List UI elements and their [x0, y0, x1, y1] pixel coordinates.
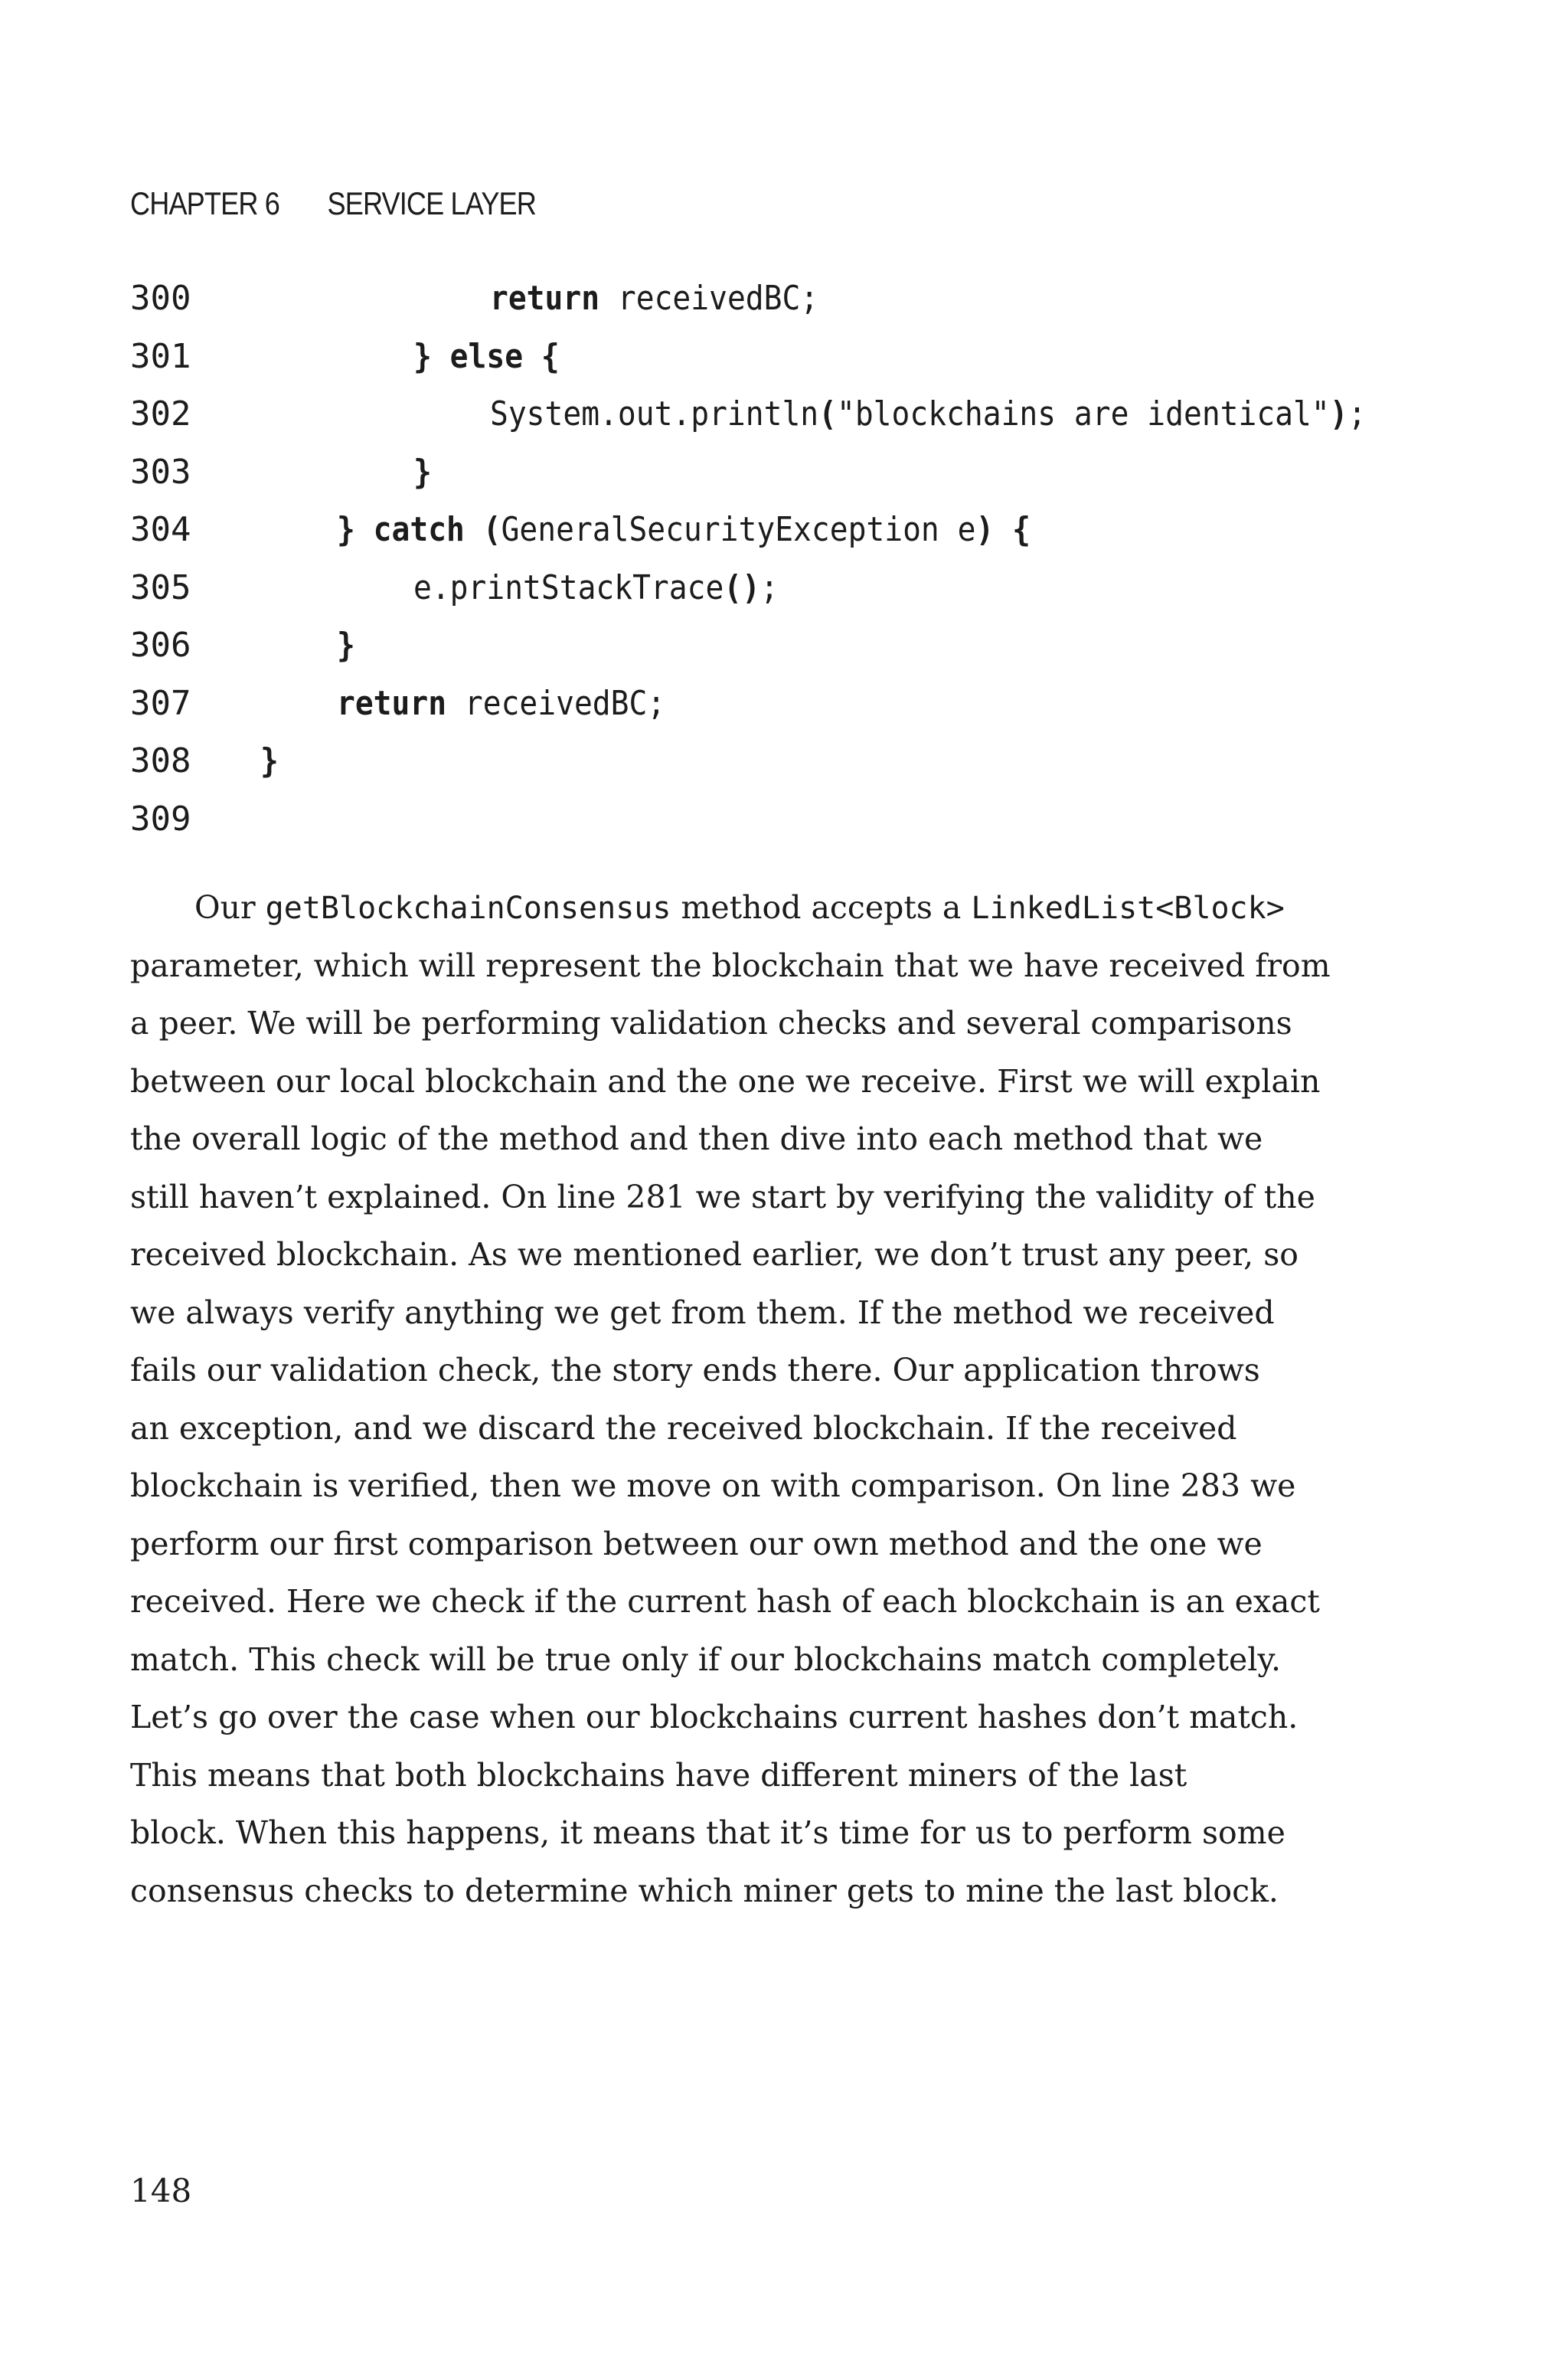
code-keyword: } [260, 741, 279, 780]
code-keyword: } catch ( [337, 510, 501, 549]
chapter-label: CHAPTER 6 [130, 185, 279, 221]
code-keyword: } else { [413, 336, 560, 376]
code-listing [130, 270, 1508, 848]
code-line [130, 617, 1508, 675]
paragraph-line: a peer. We will be performing validation checks and several comparisons [130, 1005, 1292, 1042]
section-title: SERVICE LAYER [327, 185, 537, 221]
code-text [337, 675, 665, 733]
paragraph-lines [130, 937, 1386, 1921]
paragraph-line: perform our first comparison between our own method and the one we [130, 1525, 1263, 1562]
paragraph-line: an exception, and we discard the received blockchain. If the received [130, 1409, 1237, 1447]
paragraph-line: received. Here we check if the current hash of each blockchain is an exact [130, 1583, 1320, 1620]
line-number: 301 [130, 336, 191, 376]
line-number: 303 [130, 452, 191, 492]
code-text [413, 328, 560, 386]
line-number: 302 [130, 394, 191, 433]
line-number: 304 [130, 510, 191, 549]
code-token: receivedBC; [446, 683, 666, 723]
code-line [130, 732, 1508, 790]
paragraph-line: Let’s go over the case when our blockchains current hashes don’t match. [130, 1699, 1298, 1735]
paragraph-line: still haven’t explained. On line 281 we start by verifying the validity of the [130, 1178, 1315, 1215]
paragraph-line: received blockchain. As we mentioned earlier, we don’t trust any peer, so [130, 1236, 1298, 1273]
paragraph-text: Our [194, 889, 266, 926]
code-text [413, 559, 779, 617]
code-keyword: return [337, 683, 447, 723]
code-keyword: } [337, 626, 355, 665]
code-text [260, 732, 279, 790]
body-paragraph [130, 879, 1386, 1920]
paragraph-line: the overall logic of the method and then dive into each method that we [130, 1120, 1263, 1157]
code-line [130, 501, 1508, 559]
paragraph-line: we always verify anything we get from them. If the method we received [130, 1294, 1275, 1331]
line-number: 307 [130, 683, 191, 723]
code-line [130, 385, 1508, 443]
code-text [490, 385, 1366, 443]
paragraph-first-line [130, 879, 1386, 937]
paragraph-text: method accepts a [671, 889, 972, 926]
running-header [130, 185, 536, 222]
code-line [130, 675, 1508, 733]
code-token: "blockchains are identical" [836, 394, 1330, 433]
paragraph-line: blockchain is verified, then we move on with comparison. On line 283 we [130, 1467, 1296, 1504]
code-line [130, 559, 1508, 617]
code-text [337, 617, 355, 675]
code-keyword: () [724, 568, 760, 607]
code-token: System.out.println [490, 394, 819, 433]
code-keyword: ( [818, 394, 837, 433]
code-token: receivedBC; [599, 279, 819, 318]
paragraph-line: parameter, which will represent the blockchain that we have received from [130, 947, 1331, 984]
line-number: 306 [130, 626, 191, 665]
line-number: 300 [130, 279, 191, 318]
page-number: 148 [130, 2172, 192, 2210]
code-text [413, 443, 432, 502]
paragraph-line: between our local blockchain and the one we receive. First we will explain [130, 1062, 1321, 1100]
line-number: 309 [130, 799, 191, 839]
code-token: GeneralSecurityException e [501, 510, 976, 549]
line-number: 305 [130, 568, 191, 607]
inline-code: getBlockchainConsensus [265, 891, 671, 926]
paragraph-line: fails our validation check, the story ends there. Our application throws [130, 1352, 1260, 1389]
code-text [337, 501, 1031, 559]
code-keyword: } [413, 452, 432, 492]
code-line [130, 790, 1508, 849]
code-text [490, 270, 818, 328]
code-token: ; [760, 568, 779, 607]
code-line [130, 443, 1508, 502]
code-line [130, 270, 1508, 328]
paragraph-line: block. When this happens, it means that it’s time for us to perform some [130, 1814, 1285, 1851]
code-line [130, 328, 1508, 386]
paragraph-line: consensus checks to determine which miner gets to mine the last block. [130, 1872, 1279, 1909]
paragraph-line: This means that both blockchains have different miners of the last [130, 1756, 1187, 1794]
inline-code: LinkedList<Block> [971, 891, 1285, 926]
line-number: 308 [130, 741, 191, 780]
code-keyword: return [490, 279, 600, 318]
code-keyword: ) { [975, 510, 1031, 549]
paragraph-line: match. This check will be true only if our blockchains match completely. [130, 1640, 1282, 1678]
code-token: ; [1348, 394, 1367, 433]
code-keyword: ) [1329, 394, 1348, 433]
code-token: e.printStackTrace [413, 568, 724, 607]
